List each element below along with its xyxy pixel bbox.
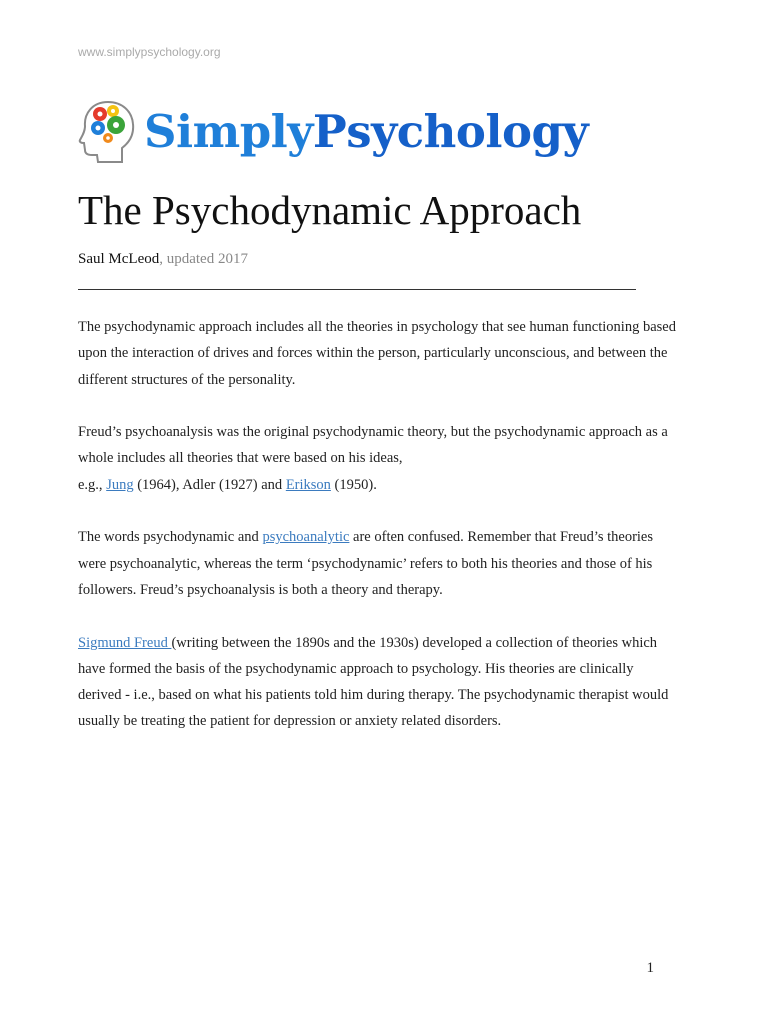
title-divider [78,289,636,290]
gear-green-icon [107,116,125,134]
paragraph-2 [78,419,678,498]
paragraph-3-text-a: The words psychodynamic and [78,529,263,546]
gear-blue-icon [91,121,105,135]
brand-header [78,98,588,164]
byline [78,251,248,268]
paragraph-3 [78,524,678,603]
paragraph-2-text-b: e.g., [78,476,107,493]
paragraph-1: The psychodynamic approach includes all the theories in psychology that see human functioning based upon the interaction of drives and forces within the person, particularly unconscious, and between the different structures of the personality. [78,319,676,388]
author-name: Saul McLeod [78,251,160,267]
paragraph-2-text-d: (1950). [330,476,377,493]
article-body [78,314,678,761]
paragraph-3-text-b: are often confused. Remember that Freud’s theories were psychoanalytic, whereas the term ‘psychodynamic’ refers to both his theories and those of his followers. Freud’s psychoanalysis is both a theory and therapy. [78,529,654,598]
paragraph-4-text-b: (writing between the 1890s and the 1930s) developed a collection of theories which have formed the basis of the psychodynamic approach to psychology. His theories are clinically derived - i.e., based on what his patients told him during therapy. The psychodynamic therapist would usually be treating the patient for depression or anxiety related disorders. [78,634,669,730]
link-psychoanalytic[interactable]: psychoanalytic [262,529,350,546]
link-sigmund-freud[interactable]: Sigmund Freud [78,634,172,651]
updated-date: , updated 2017 [159,251,248,267]
paragraph-4 [78,630,678,735]
gear-red-icon [93,107,107,121]
head-with-gears-icon [78,98,136,164]
brand-name-simply: Simply [144,104,313,158]
gear-orange-icon [103,133,113,143]
document-title: The Psychodynamic Approach [78,187,582,233]
paragraph-2-text-c: (1964), Adler (1927) and [133,476,286,493]
brand-name [144,104,589,158]
link-jung[interactable]: Jung [106,476,134,493]
gear-yellow-icon [107,105,119,117]
page-number: 1 [646,960,654,976]
brand-name-psychology: Psychology [312,104,589,158]
paragraph-2-text-a: Freud’s psychoanalysis was the original psychodynamic theory, but the psychodynamic approach as a whole includes all theories that were based on his ideas, [78,424,668,467]
link-erikson[interactable]: Erikson [285,476,331,493]
site-url: www.simplypsychology.org [78,45,221,59]
